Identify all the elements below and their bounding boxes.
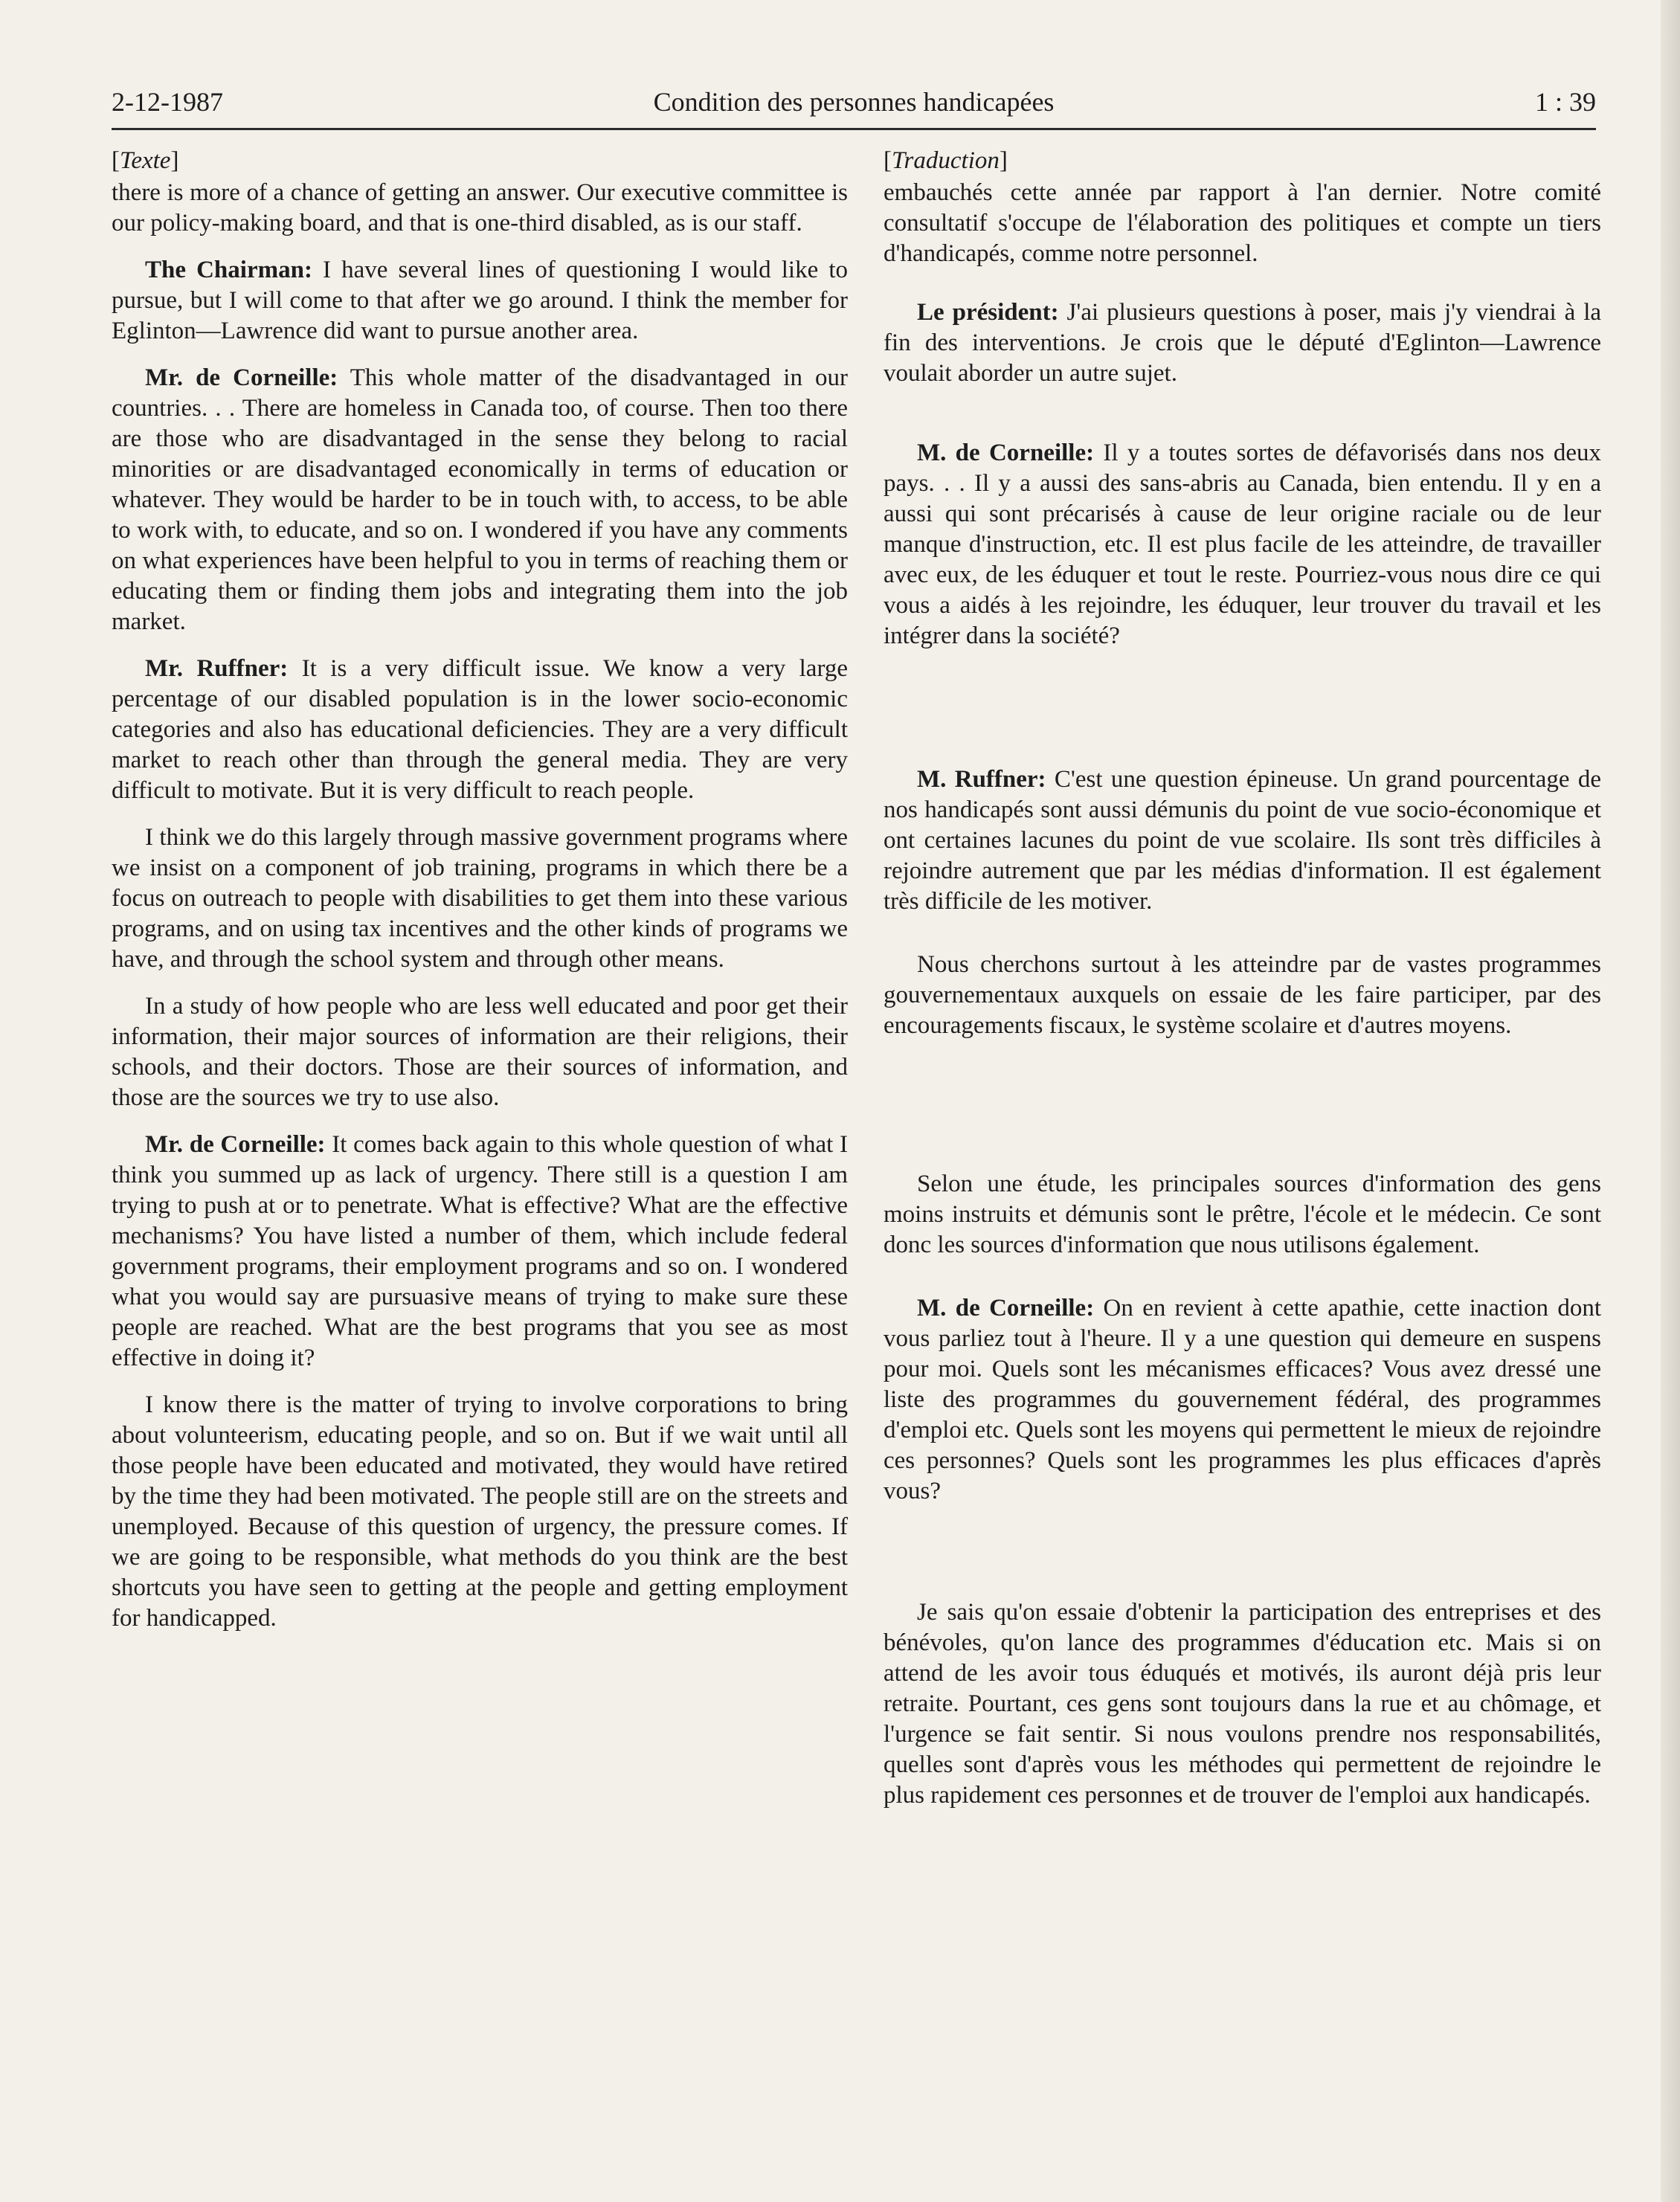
right-paragraph-7: [884, 1293, 1601, 1507]
right-paragraph-5: [884, 950, 1601, 1041]
page-edge: [1661, 0, 1680, 2202]
right-paragraph-3: [884, 438, 1601, 651]
speaker-name: M. de Corneille:: [917, 1295, 1095, 1321]
paragraph-text: On en revient à cette apathie, cette inaction dont vous parliez tout à l'heure. Il y a une question qui demeure en suspens pour moi. Quels sont les mécanismes efficaces? Vous avez dressé une liste des programmes du gouvernement fédéral, des programmes d'emploi etc. Quels sont les moyens qui permettent le mieux de rejoindre ces personnes? Quels sont les programmes les plus efficaces d'après vous?: [884, 1295, 1601, 1504]
paragraph-text: I know there is the matter of trying to involve corporations to bring about volunteerism, educating people, and so on. But if we wait until all those people have been educated and motivated, they would have retired by the time they had been motivated. The people still are on the streets and unemployed. Because of this question of urgency, the pressure comes. If we are going to be responsible, what methods do you think are the best shortcuts you have seen to getting at the people and getting employment for handicapped.: [112, 1391, 848, 1632]
paragraph-text: This whole matter of the disadvantaged in our countries. . . There are homeless in Canada too, of course. Then too there are those who are disadvantaged in the sense they belong to racial minorities or are disadvantaged economically in terms of education or whatever. They would be harder to be in touch with, to access, to be able to work with, to educate, and so on. I wondered if you have any comments on what experiences have been helpful to you in terms of reaching them or educating them or finding them jobs and integrating them into the job market.: [112, 364, 848, 635]
paragraph-text: embauchés cette année par rapport à l'an dernier. Notre comité consultatif s'occupe de l'élaboration des politiques et compte un tiers d'handicapés, comme notre personnel.: [884, 179, 1601, 267]
paragraph-text: I think we do this largely through massive government programs where we insist on a component of job training, programs in which there be a focus on outreach to people with disabilities to get them into these various programs, and on using tax incentives and the other kinds of programs we have, and through the school system and through other means.: [112, 824, 848, 973]
lang-label-texte: [Texte]: [112, 147, 179, 174]
paragraph-text: Selon une étude, les principales sources d'information des gens moins instruits et démunis sont le prêtre, l'école et le médecin. Ce sont donc les sources d'information que nous utilisons également.: [884, 1171, 1601, 1258]
left-paragraph-1: [112, 178, 848, 239]
left-paragraph-2: [112, 255, 848, 347]
paragraph-text: Je sais qu'on essaie d'obtenir la participation des entreprises et des bénévoles, qu'on lance des programmes d'éducation etc. Mais si on attend de les avoir tous éduqués et motivés, ils auront déjà pris leur retraite. Pourtant, ces gens sont toujours dans la rue et au chômage, et l'urgence se fait sentir. Si nous voulons prendre nos responsabilités, quelles sont d'après vous les méthodes qui permettent de rejoindre le plus rapidement ces personnes et de trouver de l'emploi aux handicapés.: [884, 1599, 1601, 1809]
paragraph-text: In a study of how people who are less well educated and poor get their information, their major sources of information are their religions, their schools, and their doctors. Those are their sources of information, and those are the sources we try to use also.: [112, 993, 848, 1111]
speaker-name: Mr. de Corneille:: [145, 364, 338, 391]
paragraph-text: I have several lines of questioning I would like to pursue, but I will come to that after we go around. I think the member for Eglinton—Lawrence did want to pursue another area.: [112, 257, 848, 344]
right-paragraph-4: [884, 764, 1601, 917]
speaker-name: M. Ruffner:: [917, 766, 1046, 793]
left-paragraph-4: [112, 654, 848, 806]
header-title: Condition des personnes handicapées: [653, 87, 1055, 117]
header-date: 2-12-1987: [112, 87, 223, 117]
speaker-name: The Chairman:: [145, 257, 312, 283]
right-paragraph-8: [884, 1597, 1601, 1811]
paragraph-text: It comes back again to this whole question of what I think you summed up as lack of urgency. There still is a question I am trying to push at or to penetrate. What is effective? What are the effective mechanisms? You have listed a number of them, which include federal government programs, their employment programs and so on. I wondered what you would say are pursuasive means of trying to make sure these people are reached. What are the best programs that you see as most effective in doing it?: [112, 1131, 849, 1371]
paragraph-text: Il y a toutes sortes de défavorisés dans nos deux pays. . . Il y a aussi des sans-abris au Canada, bien entendu. Il y en a aussi qui sont précarisés à cause de leur origine raciale ou de leur manque d'instruction, etc. Il est plus facile de les atteindre, de travailler avec eux, de les éduquer et tout le reste. Pourriez-vous nous dire ce qui vous a aidés à les rejoindre, les éduquer, leur trouver du travail et les intégrer dans la société?: [884, 440, 1601, 649]
paragraph-text: It is a very difficult issue. We know a very large percentage of our disabled population is in the lower socio-economic categories and also has educational deficiencies. They are a very difficult market to reach other than through the general media. They are very difficult to motivate. But it is very difficult to reach people.: [112, 655, 848, 804]
right-paragraph-2: [884, 297, 1601, 389]
paragraph-text: C'est une question épineuse. Un grand pourcentage de nos handicapés sont aussi démunis du point de vue socio-économique et ont certaines lacunes du point de vue scolaire. Ils sont très difficiles à rejoindre autrement que par les médias d'information. Il est également très difficile de les motiver.: [884, 766, 1601, 915]
paragraph-text: J'ai plusieurs questions à poser, mais j'y viendrai à la fin des interventions. Je crois que le député d'Eglinton—Lawrence voulait aborder un autre sujet.: [884, 299, 1602, 387]
left-paragraph-6: [112, 991, 848, 1113]
left-paragraph-3: [112, 363, 848, 637]
paragraph-text: there is more of a chance of getting an answer. Our executive committee is our policy-making board, and that is one-third disabled, as is our staff.: [112, 179, 848, 236]
left-paragraph-5: [112, 822, 848, 975]
right-paragraph-6: [884, 1169, 1601, 1261]
left-column: [112, 146, 848, 1634]
speaker-name: M. de Corneille:: [917, 440, 1095, 466]
right-column: [884, 146, 1601, 1811]
left-paragraph-8: [112, 1390, 848, 1634]
speaker-name: Mr. Ruffner:: [145, 655, 289, 682]
lang-label-traduction: [Traduction]: [884, 147, 1008, 174]
speaker-name: Le président:: [917, 299, 1059, 326]
header-page-number: 1 : 39: [1534, 87, 1596, 117]
paragraph-text: Nous cherchons surtout à les atteindre par de vastes programmes gouvernementaux auxquels on essaie de les faire participer, par des encouragements fiscaux, le système scolaire et d'autres moyens.: [884, 951, 1601, 1039]
speaker-name: Mr. de Corneille:: [145, 1131, 326, 1158]
page-header: [112, 83, 1596, 130]
right-paragraph-1: [884, 178, 1601, 269]
left-paragraph-7: [112, 1130, 848, 1374]
